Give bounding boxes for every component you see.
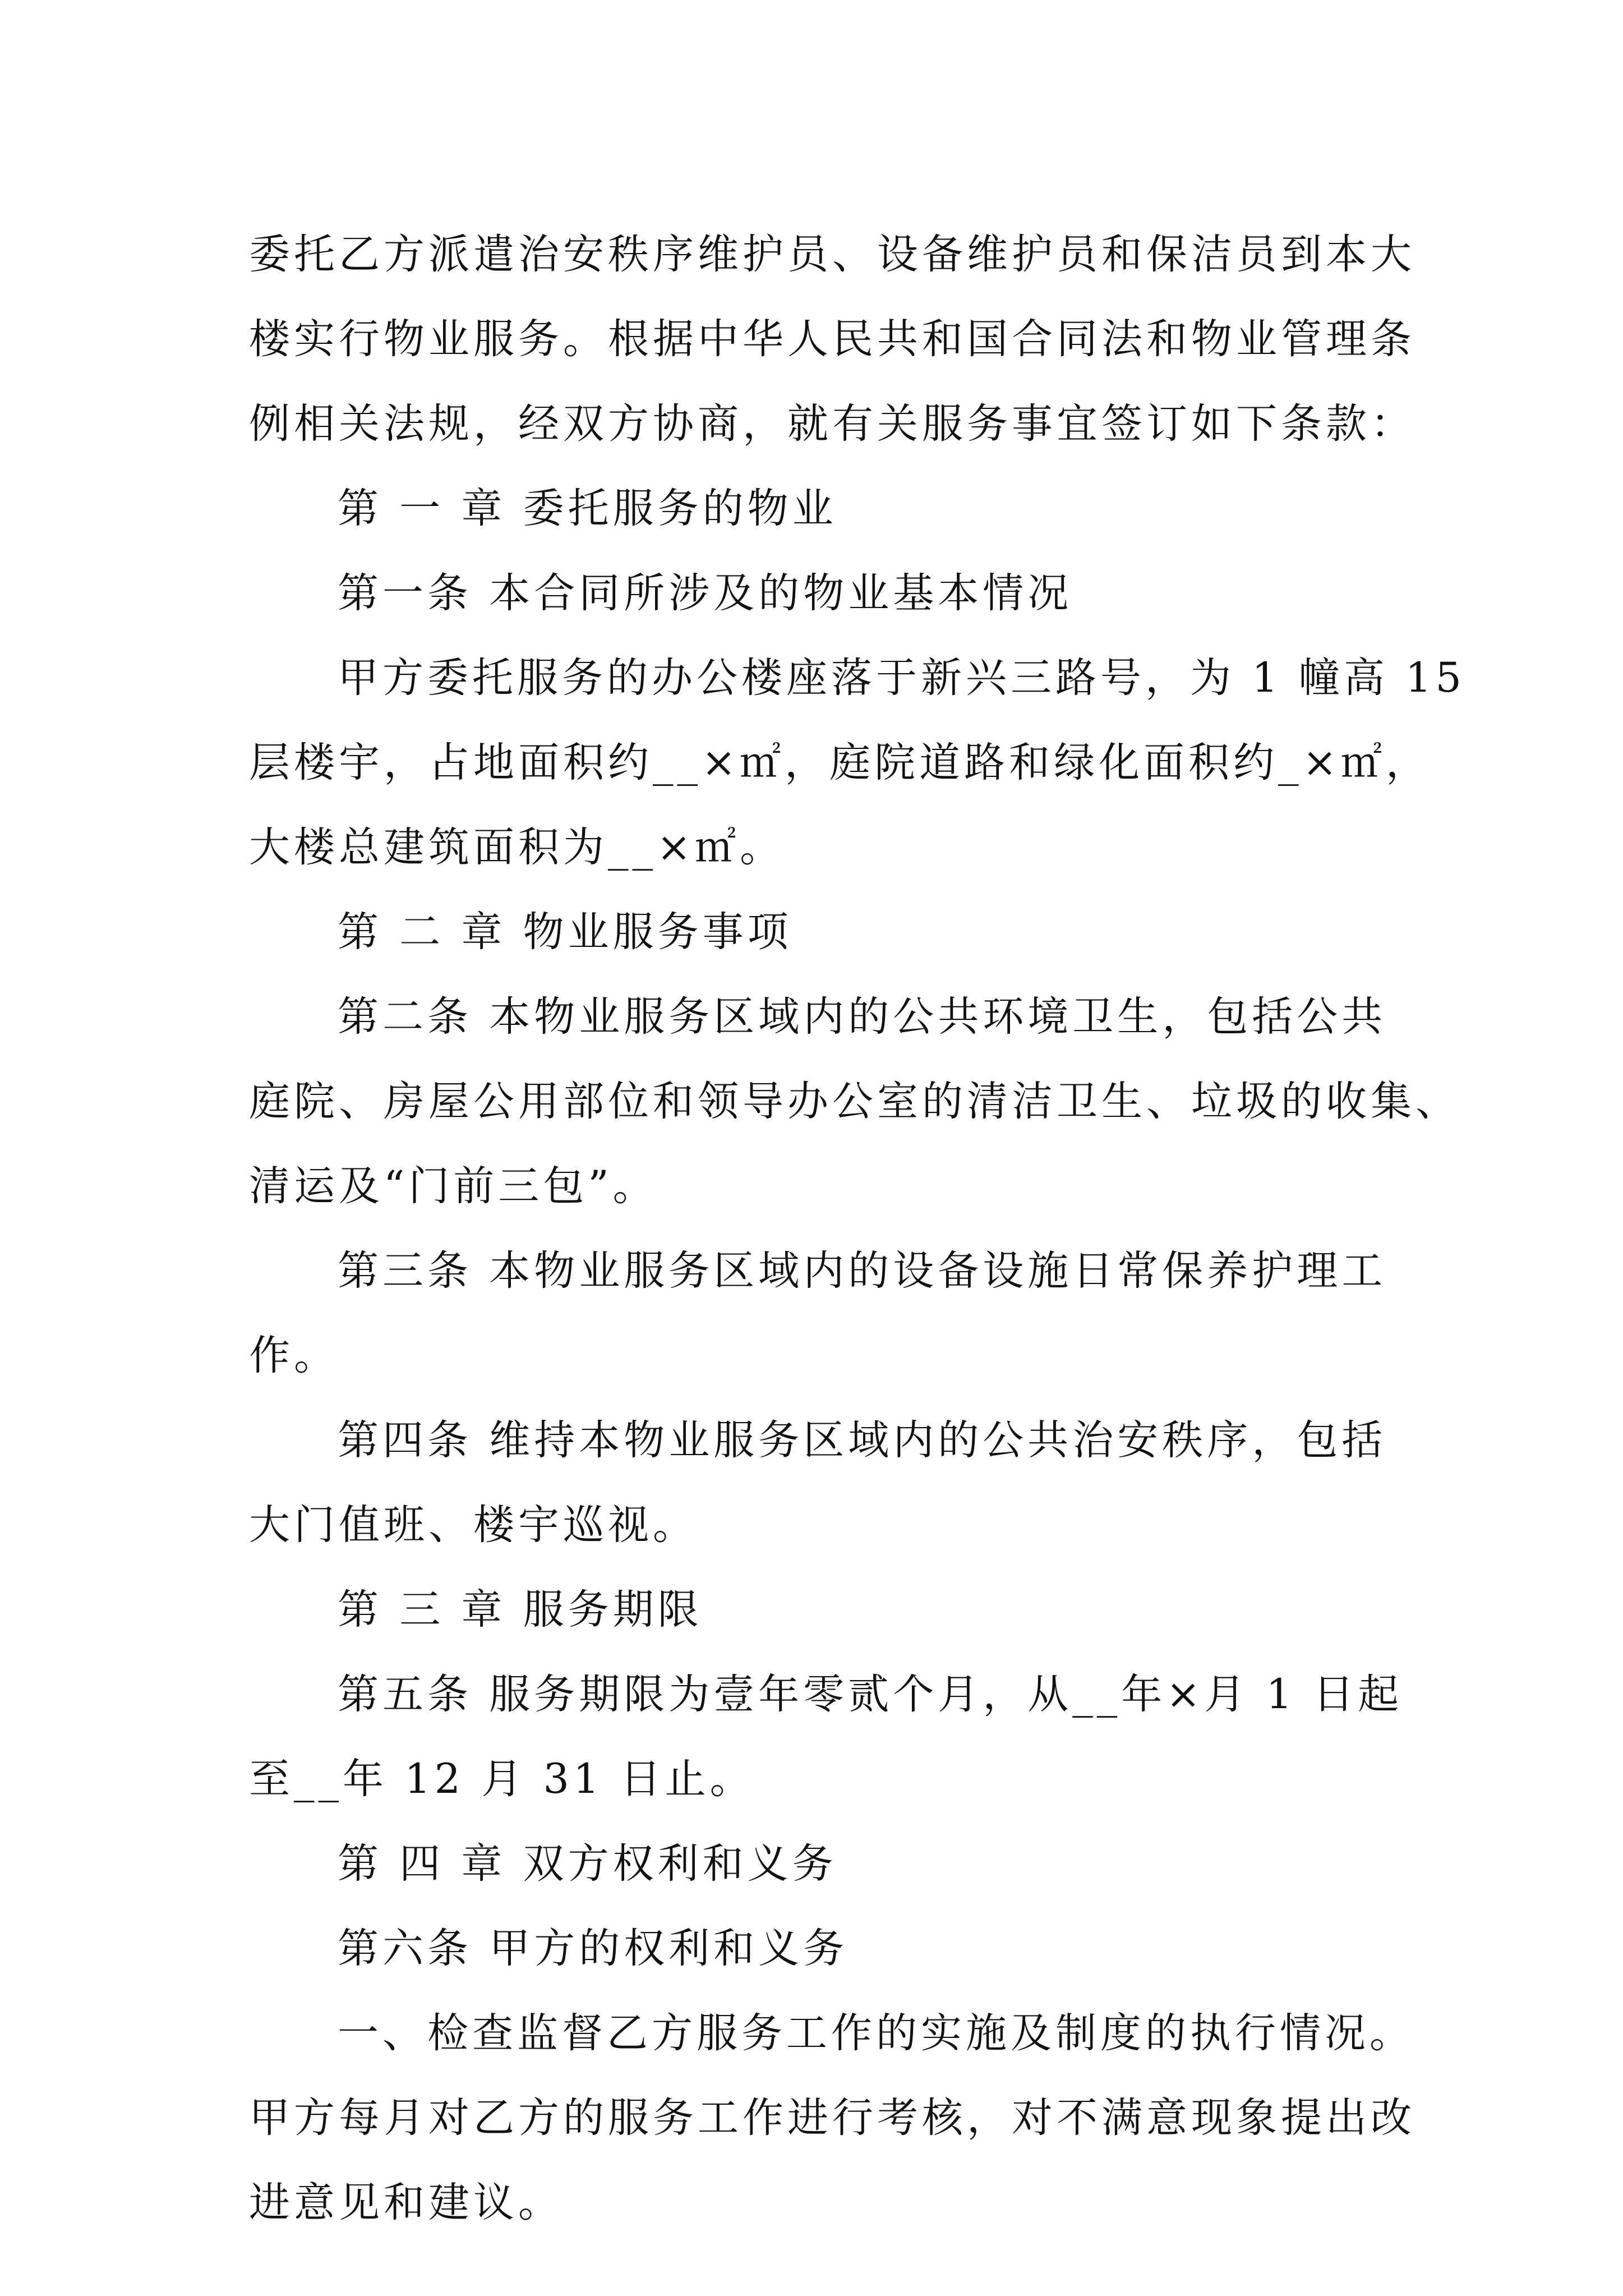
text-line: 大门值班、楼宇巡视。: [249, 1501, 698, 1549]
text-line: 第六条 甲方的权利和义务: [338, 1925, 849, 1972]
text-line: 进意见和建议。: [249, 2179, 563, 2226]
chapter-heading: 第 三 章 服务期限: [338, 1586, 703, 1634]
text-line: 一、检查监督乙方服务工作的实施及制度的执行情况。: [338, 2009, 1414, 2057]
text-line: 第一条 本合同所涉及的物业基本情况: [338, 569, 1073, 617]
text-line: 楼实行物业服务。根据中华人民共和国合同法和物业管理条: [249, 315, 1415, 363]
text-line: 甲方每月对乙方的服务工作进行考核，对不满意现象提出改: [249, 2094, 1415, 2142]
text-line: 至__年 12 月 31 日止。: [249, 1755, 755, 1803]
text-line: 第五条 服务期限为壹年零贰个月，从__年×月 1 日起: [338, 1671, 1403, 1718]
text-line: 第四条 维持本物业服务区域内的公共治安秩序，包括: [338, 1416, 1387, 1464]
text-line: 第二条 本物业服务区域内的公共环境卫生，包括公共: [338, 993, 1387, 1041]
text-line: 委托乙方派遣治安秩序维护员、设备维护员和保洁员到本大: [249, 231, 1415, 278]
text-line: 大楼总建筑面积为__×㎡。: [249, 823, 785, 871]
text-line: 层楼宇，占地面积约__×㎡，庭院道路和绿化面积约_×㎡，: [249, 739, 1431, 786]
document-body: [249, 212, 1465, 2245]
text-line: 作。: [249, 1332, 339, 1379]
chapter-heading: 第 四 章 双方权利和义务: [338, 1840, 837, 1888]
text-line: 例相关法规，经双方协商，就有关服务事宜签订如下条款：: [249, 400, 1415, 448]
chapter-heading: 第 二 章 物业服务事项: [338, 908, 792, 956]
chapter-heading: 第 一 章 委托服务的物业: [338, 485, 837, 532]
text-line: 第三条 本物业服务区域内的设备设施日常保养护理工: [338, 1247, 1387, 1295]
text-line: 甲方委托服务的办公楼座落于新兴三路号，为 1 幢高 15: [338, 654, 1465, 702]
text-line: 庭院、房屋公用部位和领导办公室的清洁卫生、垃圾的收集、: [249, 1078, 1460, 1125]
text-line: 清运及“门前三包”。: [249, 1162, 658, 1210]
